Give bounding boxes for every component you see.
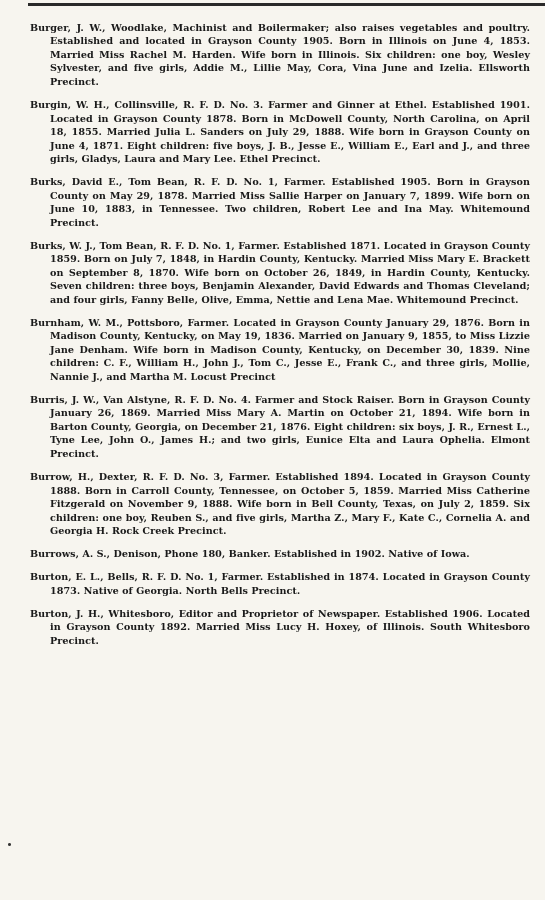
entry [30,317,530,385]
entry-name: Burks, W. J., [30,240,97,252]
entry [30,394,530,462]
entry-name: Burrow, H., [30,472,94,484]
entry-text: Collinsville, R. F. D. No. 3. Farmer and Ginner at Ethel. Established 1901. Located in Grayson County 1878. Born in McDowell County, North Carolina, on April 18, 1855. Married Julia L. Sanders on July 29, 1888. Wife born in Grayson County on June 4, 1871. Eight children: five boys, J. B., Jesse E., William E., Earl and J., and three girls, Gladys, Laura and Mary Lee. Ethel Precinct. [50,100,530,166]
entry [30,548,530,562]
entry-name: Burgin, W. H., [30,100,110,112]
margin-mark [8,843,11,846]
entry-text: Tom Bean, R. F. D. No. 1, Farmer. Established 1905. Born in Grayson County on May 29, 1878. Married Miss Sallie Harper on January 7, 1899. Wife born on June 10, 1883, in Tennessee. Two children, Robert Lee and Ina May. Whitemound Precinct. [50,177,530,229]
entry [30,22,530,90]
entry-text: Denison, Phone 180, Banker. Established in 1902. Native of Iowa. [110,549,470,561]
entry [30,471,530,539]
entry [30,176,530,230]
entry-text: Whitesboro, Editor and Proprietor of Newspaper. Established 1906. Located in Grayson County 1892. Married Miss Lucy H. Hoxey, of Illinois. South Whitesboro Precinct. [50,608,530,647]
entry [30,608,530,649]
entry-text: Van Alstyne, R. F. D. No. 4. Farmer and Stock Raiser. Born in Grayson County January 26, 1869. Married Miss Mary A. Martin on October 21, 1894. Wife born in Barton County, Georgia, on December 21, 1876. Eight children: six boys, J. R., Ernest L., Tyne Lee, John O., James H.; and two girls, Eunice Elta and Laura Ophelia. Elmont Precinct. [50,394,530,460]
entry-name: Burris, J. W., [30,394,100,406]
entry-text: Pottsboro, Farmer. Located in Grayson County January 29, 1876. Born in Madison County, Kentucky, on May 19, 1836. Married on January 9, 1855, to Miss Lizzie Jane Denham. Wife born in Madison County, Kentucky, on December 30, 1839. Nine children: C. F., William H., John J., Tom C., Jesse E., Frank C., and three girls, Mollie, Nannie J., and Martha M. Locust Precinct [50,317,530,383]
entry-name: Burnham, W. M., [30,317,123,329]
entry-text: Bells, R. F. D. No. 1, Farmer. Established in 1874. Located in Grayson County 1873. Native of Georgia. North Bells Precinct. [50,572,530,597]
entry [30,99,530,167]
entry-text: Dexter, R. F. D. No. 3, Farmer. Established 1894. Located in Grayson County 1888. Born in Carroll County, Tennessee, on October 5, 1859. Married Miss Catherine Fitzgerald on November 9, 1888. Wife born in Bell County, Texas, on July 2, 1859. Six children: one boy, Reuben S., and five girls, Martha Z., Mary F., Kate C., Cornelia A. and Georgia H. Rock Creek Precinct. [50,472,530,538]
entry-list [0,12,545,659]
entry-text: Tom Bean, R. F. D. No. 1, Farmer. Established 1871. Located in Grayson County 1859. Born on July 7, 1848, in Hardin County, Kentucky. Married Miss Mary E. Brackett on September 8, 1870. Wife born on October 26, 1849, in Hardin County, Kentucky. Seven children: three boys, Benjamin Alexander, David Edwards and Thomas Cleveland; and four girls, Fanny Belle, Olive, Emma, Nettie and Lena Mae. Whitemound Precinct. [50,240,530,306]
entry [30,240,530,308]
entry [30,571,530,598]
entry-text: Woodlake, Machinist and Boilermaker; also raises vegetables and poultry. Established and located in Grayson County 1905. Born in Illinois on June 4, 1853. Married Miss Rachel M. Harden. Wife born in Illinois. Six children: one boy, Wesley Sylvester, and five girls, Addie M., Lillie May, Cora, Vina June and Izelia. Ellsworth Precinct. [50,22,530,88]
entry-name: Burton, E. L., [30,572,104,584]
entry-name: Burger, J. W., [30,22,106,34]
entry-name: Burks, David E., [30,177,123,189]
top-rule [28,3,545,6]
entry-name: Burton, J. H., [30,608,104,620]
entry-name: Burrows, A. S., [30,549,111,561]
